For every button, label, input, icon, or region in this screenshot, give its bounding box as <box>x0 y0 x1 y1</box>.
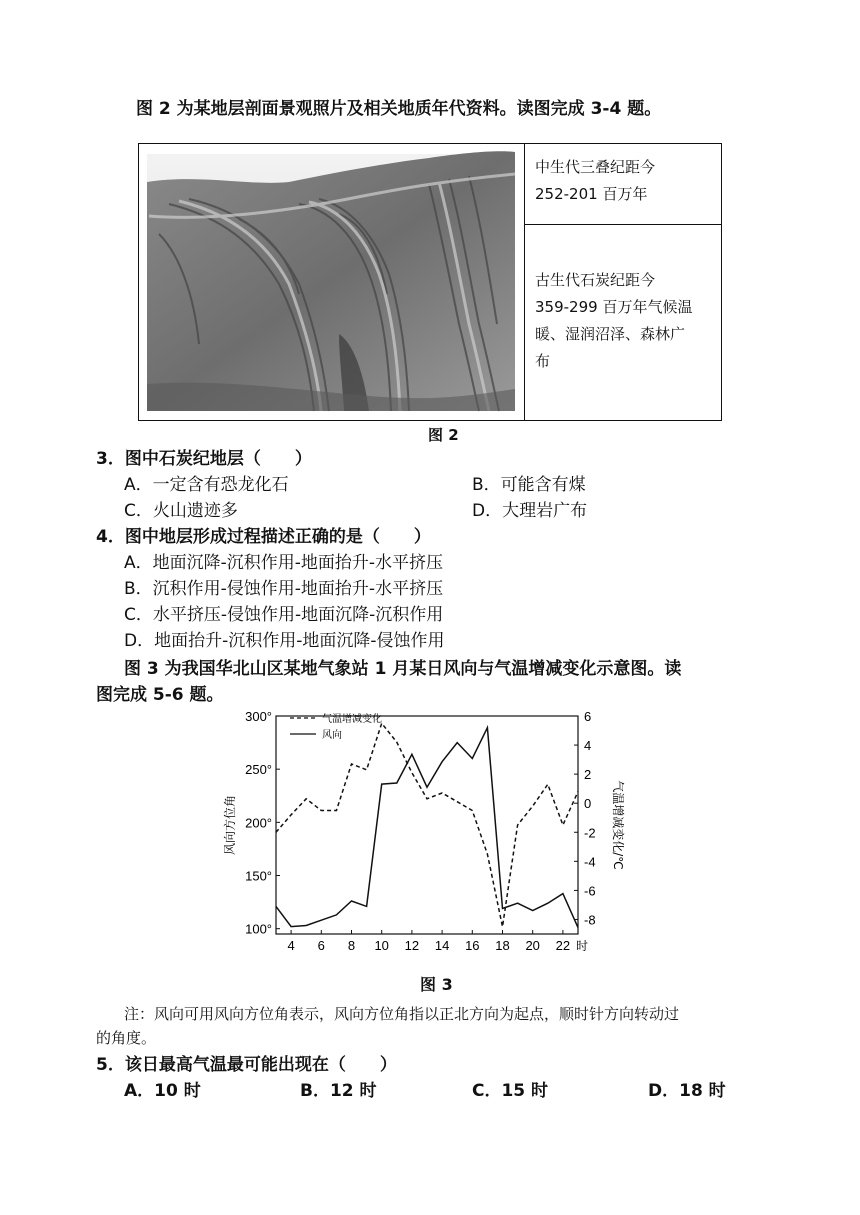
figure-2-caption: 图 2 <box>428 426 459 444</box>
triassic-line-1: 中生代三叠纪距今 <box>535 158 656 176</box>
triassic-line-2: 252-201 百万年 <box>535 185 648 203</box>
x-tick-label: 14 <box>434 938 450 953</box>
note-line-1 <box>124 1002 679 1026</box>
q4-option-d[interactable]: D．地面抬升-沉积作用-地面沉降-侵蚀作用 <box>124 631 445 651</box>
left-tick-label: 300° <box>245 709 272 724</box>
q4-option-a[interactable]: A．地面沉降-沉积作用-地面抬升-水平挤压 <box>124 553 444 573</box>
q3-option-a[interactable]: A．一定含有恐龙化石 <box>124 475 289 495</box>
q3-option-c[interactable]: C．火山遗迹多 <box>124 501 238 521</box>
strata-photo-cell <box>139 144 525 420</box>
right-tick-label: 2 <box>584 767 592 783</box>
left-tick-label: 250° <box>245 762 272 778</box>
temperature-change-line <box>276 723 578 926</box>
right-tick-label: -4 <box>584 854 596 870</box>
right-axis-label: 气温增减变化/℃ <box>611 780 625 870</box>
q5-option-d[interactable]: D．18 时 <box>648 1081 726 1101</box>
left-axis-label: 风向方位角 <box>223 794 237 856</box>
carboniferous-line-1: 古生代石炭纪距今 <box>535 271 656 289</box>
wind-direction-line <box>276 728 578 928</box>
q3-option-b[interactable]: B．可能含有煤 <box>472 475 586 495</box>
q4-option-b[interactable]: B．沉积作用-侵蚀作用-地面抬升-水平挤压 <box>124 579 444 599</box>
x-unit-label: 时 <box>575 939 589 953</box>
q3-stem: 3．图中石炭纪地层（ ） <box>96 449 312 469</box>
right-tick-label: -6 <box>584 883 596 899</box>
x-tick-label: 18 <box>495 938 510 953</box>
q4-option-c[interactable]: C．水平挤压-侵蚀作用-地面沉降-沉积作用 <box>124 605 444 625</box>
q5-option-b[interactable]: B．12 时 <box>300 1081 377 1101</box>
carboniferous-line-2: 359-299 百万年气候温 <box>535 298 693 316</box>
q5-option-c[interactable]: C．15 时 <box>472 1081 549 1101</box>
x-tick-label: 10 <box>374 938 389 953</box>
figure-2-table <box>138 143 722 421</box>
x-tick-label: 6 <box>317 938 325 953</box>
carboniferous-line-3: 暖、湿润沼泽、森林广 <box>535 325 686 343</box>
left-tick-label: 200° <box>245 815 272 831</box>
q5-option-a[interactable]: A．10 时 <box>124 1081 201 1101</box>
x-tick-label: 20 <box>525 938 540 953</box>
legend-label: 气温增减变化 <box>322 714 382 725</box>
carboniferous-cell <box>525 225 721 420</box>
right-tick-label: 0 <box>584 796 592 812</box>
plot-frame <box>276 716 578 934</box>
x-tick-label: 4 <box>287 938 295 953</box>
q3-option-d[interactable]: D．大理岩广布 <box>472 501 588 521</box>
triassic-cell <box>525 144 721 225</box>
left-tick-label: 100° <box>245 921 272 937</box>
left-tick-label: 150° <box>245 868 272 884</box>
x-tick-label: 12 <box>404 938 420 953</box>
carboniferous-line-4: 布 <box>535 352 551 370</box>
right-tick-label: -8 <box>584 912 596 928</box>
figure-3-chart <box>222 706 625 966</box>
note-text-1: 注：风向可用风向方位角表示，风向方位角指以正北方向为起点，顺时针方向转动过 <box>124 1005 680 1023</box>
right-tick-label: 6 <box>584 709 592 724</box>
figure-3-caption: 图 3 <box>420 975 453 994</box>
q4-stem: 4．图中地层形成过程描述正确的是（ ） <box>96 527 431 547</box>
legend-label: 风向 <box>322 730 342 741</box>
question-intro-fig3-line1: 图 3 为我国华北山区某地气象站 1 月某日风向与气温增减变化示意图。读 <box>124 659 682 679</box>
question-intro-fig3-line2: 图完成 5-6 题。 <box>96 685 224 705</box>
q5-stem: 5．该日最高气温最可能出现在（ ） <box>96 1055 397 1075</box>
question-intro-fig2: 图 2 为某地层剖面景观照片及相关地质年代资料。读图完成 3-4 题。 <box>136 99 662 119</box>
x-tick-label: 16 <box>465 938 480 953</box>
right-tick-label: 4 <box>584 738 592 754</box>
strata-photo <box>139 144 523 419</box>
x-tick-label: 8 <box>347 938 356 953</box>
note-line-2: 的角度。 <box>96 1029 157 1047</box>
right-tick-label: -2 <box>584 825 596 841</box>
x-tick-label: 22 <box>555 938 571 953</box>
